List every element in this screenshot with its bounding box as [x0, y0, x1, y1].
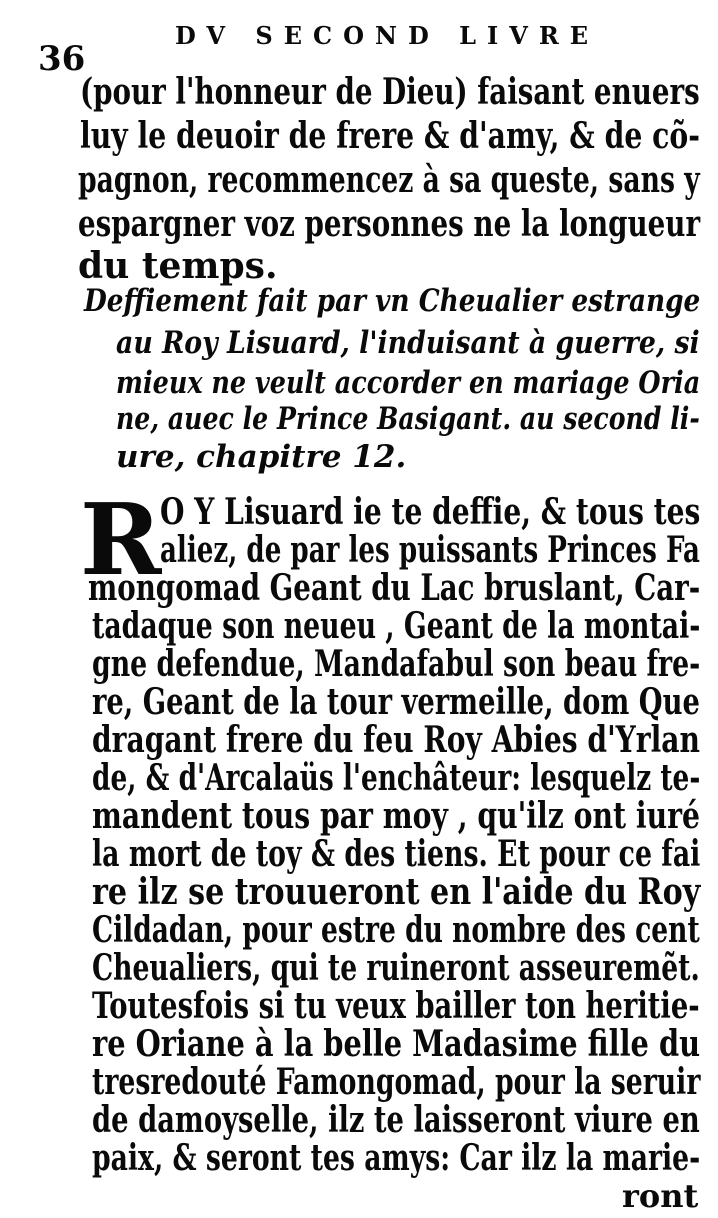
heading-line: ne, auec le Prince Basigant. au second li- — [116, 401, 700, 437]
heading-line: Deffiement fait par vn Cheualier estrange — [84, 283, 701, 319]
text-line: Cildadan, pour estre du nombre des cent — [92, 909, 700, 951]
running-head: DV SECOND LIVRE — [175, 21, 600, 50]
text-line: la mort de toy & des tiens. Et pour ce fai — [92, 833, 701, 875]
heading-line: au Roy Lisuard, l'induisant à guerre, si — [116, 325, 700, 361]
text-line: pagnon, recommencez à sa queste, sans y — [78, 159, 700, 201]
text-line: espargner voz personnes ne la longueur — [78, 203, 701, 245]
text-line: luy le deuoir de frere & d'amy, & de cõ- — [80, 115, 700, 157]
text-line: de damoyselle, ilz te laisseront viure en — [92, 1099, 700, 1141]
page-number: 36 — [38, 39, 86, 79]
text-line: aliez, de par les puissants Princes Fa — [160, 529, 700, 571]
text-line: re ilz se trouueront en l'aide du Roy — [92, 871, 701, 913]
text-line: Toutesfois si tu veux bailler ton heritie- — [92, 985, 700, 1027]
text-line: (pour l'honneur de Dieu) faisant enuers — [80, 71, 700, 113]
heading-line: ure, chapitre 12. — [116, 439, 407, 475]
text-line: mandent tous par moy , qu'ilz ont iuré — [92, 795, 700, 837]
text-line: Cheualiers, qui te ruineront asseuremẽt. — [92, 947, 700, 989]
text-line: re Oriane à la belle Madasime fille du — [92, 1023, 701, 1065]
text-line: dragant frere du feu Roy Abies d'Yrlan — [92, 719, 700, 761]
text-line: tresredouté Famongomad, pour la seruir — [92, 1061, 701, 1103]
drop-cap: R — [80, 483, 162, 598]
text-line: re, Geant de la tour vermeille, dom Que — [92, 681, 700, 723]
text-line: O Y Lisuard ie te deffie, & tous tes — [160, 491, 701, 533]
text-line: du temps. — [78, 245, 278, 287]
text-line: mongomad Geant du Lac bruslant, Car- — [88, 567, 701, 609]
text-line: gne defendue, Mandafabul son beau fre- — [92, 643, 701, 685]
catchword: ront — [622, 1177, 699, 1215]
heading-line: mieux ne veult accorder en mariage Oria — [116, 365, 701, 401]
text-line: tadaque son neueu , Geant de la montai- — [92, 605, 701, 647]
text-line: de, & d'Arcalaüs l'enchâteur: lesquelz te- — [92, 757, 701, 799]
text-line: paix, & seront tes amys: Car ilz la marie- — [92, 1137, 701, 1179]
